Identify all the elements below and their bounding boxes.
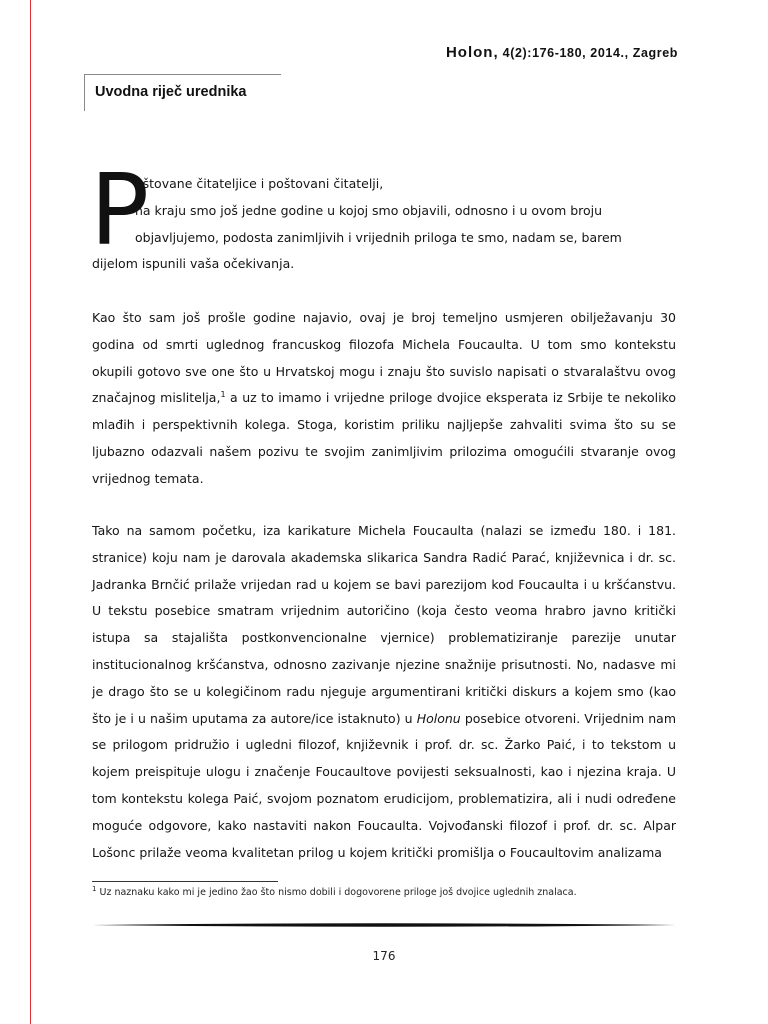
journal-citation: 4(2):176-180, 2014., Zagreb: [498, 46, 678, 60]
paragraph-1-line-1: oštovane čitateljice i poštovani čitatelji,: [135, 176, 384, 191]
paragraph-3-text-b: posebice otvoreni. Vrijednim nam se prilogom pridružio i ugledni filozof, književnik i prof. dr. sc. Žarko Paić, i to tekstom u kojem preispituje ulogu i značenje Foucaultove povijesti seksualnosti, kao i njezina kraja. U tom kontekstu kolega Paić, svojom poznatom erudicijom, problematizira, ali i nudi određene moguće odgovore, kako nastaviti nakon Foucaulta. Vojvođanski filozof i prof. dr. sc. Alpar Lošonc prilaže veoma kvalitetan prilog u kojem kritički promišlja o Foucaultovim analizama: [92, 710, 676, 860]
running-header: [446, 44, 678, 61]
section-heading-box: [84, 74, 281, 111]
paragraph-3: [92, 518, 676, 866]
section-title: Uvodna riječ urednika: [95, 84, 247, 100]
paragraph-1-rest: dijelom ispunili vaša očekivanja.: [92, 256, 295, 272]
journal-name-italic: Holonu: [416, 710, 461, 726]
footnote-rule: [92, 881, 278, 882]
paragraph-1: [92, 171, 676, 278]
footnote-number: 1: [92, 884, 97, 893]
paragraph-1-line-3: objavljujemo, podosta zanimljivih i vrijednih priloga te smo, nadam se, barem: [135, 229, 622, 245]
paragraph-2: [92, 305, 676, 493]
paragraph-2-text-a: Kao što sam još prošle godine najavio, ovaj je broj temeljno usmjeren obilježavanju 30 godina od smrti uglednog francuskog filozofa Michela Foucaulta. U tom smo kontekstu okupili gotovo sve one što u Hrvatskoj mogu i znaju što suvislo napisati o stvaralaštvu ovog značajnog mislitelja,: [92, 310, 676, 406]
paragraph-2-text-b: a uz to imamo i vrijedne priloge dvojice eksperata iz Srbije te nekoliko mlađih i perspektivnih kolega. Stoga, koristim priliku najljepše zahvaliti svima što su se ljubazno odazvali našem pozivu te svojim zanimljivim prilozima omogućili stvaranje ovog vrijednog temata.: [92, 390, 676, 486]
margin-line: [30, 0, 31, 1024]
paragraph-3-text-a: Tako na samom početku, iza karikature Michela Foucaulta (nalazi se između 180. i 181. stranice) koju nam je darovala akademska slikarica Sandra Radić Parać, književnica i dr. sc. Jadranka Brnčić prilaže vrijedan rad u kojem se bavi parezijom kod Foucaulta i u kršćanstvu. U tekstu posebice smatram vrijednim autoričino (koja često veoma hrabro javno kritički istupa sa stajališta postkonvencionalne vjernice) problematiziranje parezije unutar institucionalnog kršćanstva, odnosno zazivanje njezine snažnije prisutnosti. No, nadasve mi je drago što se u kolegičinom radu njeguje argumentirani kritički diskurs a kojem smo (kao što je i u našim uputama za autore/ice istaknuto) u: [92, 523, 676, 726]
journal-name: Holon,: [445, 44, 499, 61]
drop-cap: P: [90, 154, 150, 268]
footnote-ref[interactable]: 1: [220, 390, 226, 400]
footnote-text: Uz naznaku kako mi je jedino žao što nismo dobili i dogovorene priloge još dvojice uglednih znalaca.: [96, 887, 577, 898]
bottom-rule: [92, 922, 676, 928]
paragraph-1-line-2: na kraju smo još jedne godine u kojoj smo objavili, odnosno i u ovom broju: [135, 202, 603, 218]
page-number: 176: [372, 949, 396, 963]
footnote: [92, 886, 692, 900]
